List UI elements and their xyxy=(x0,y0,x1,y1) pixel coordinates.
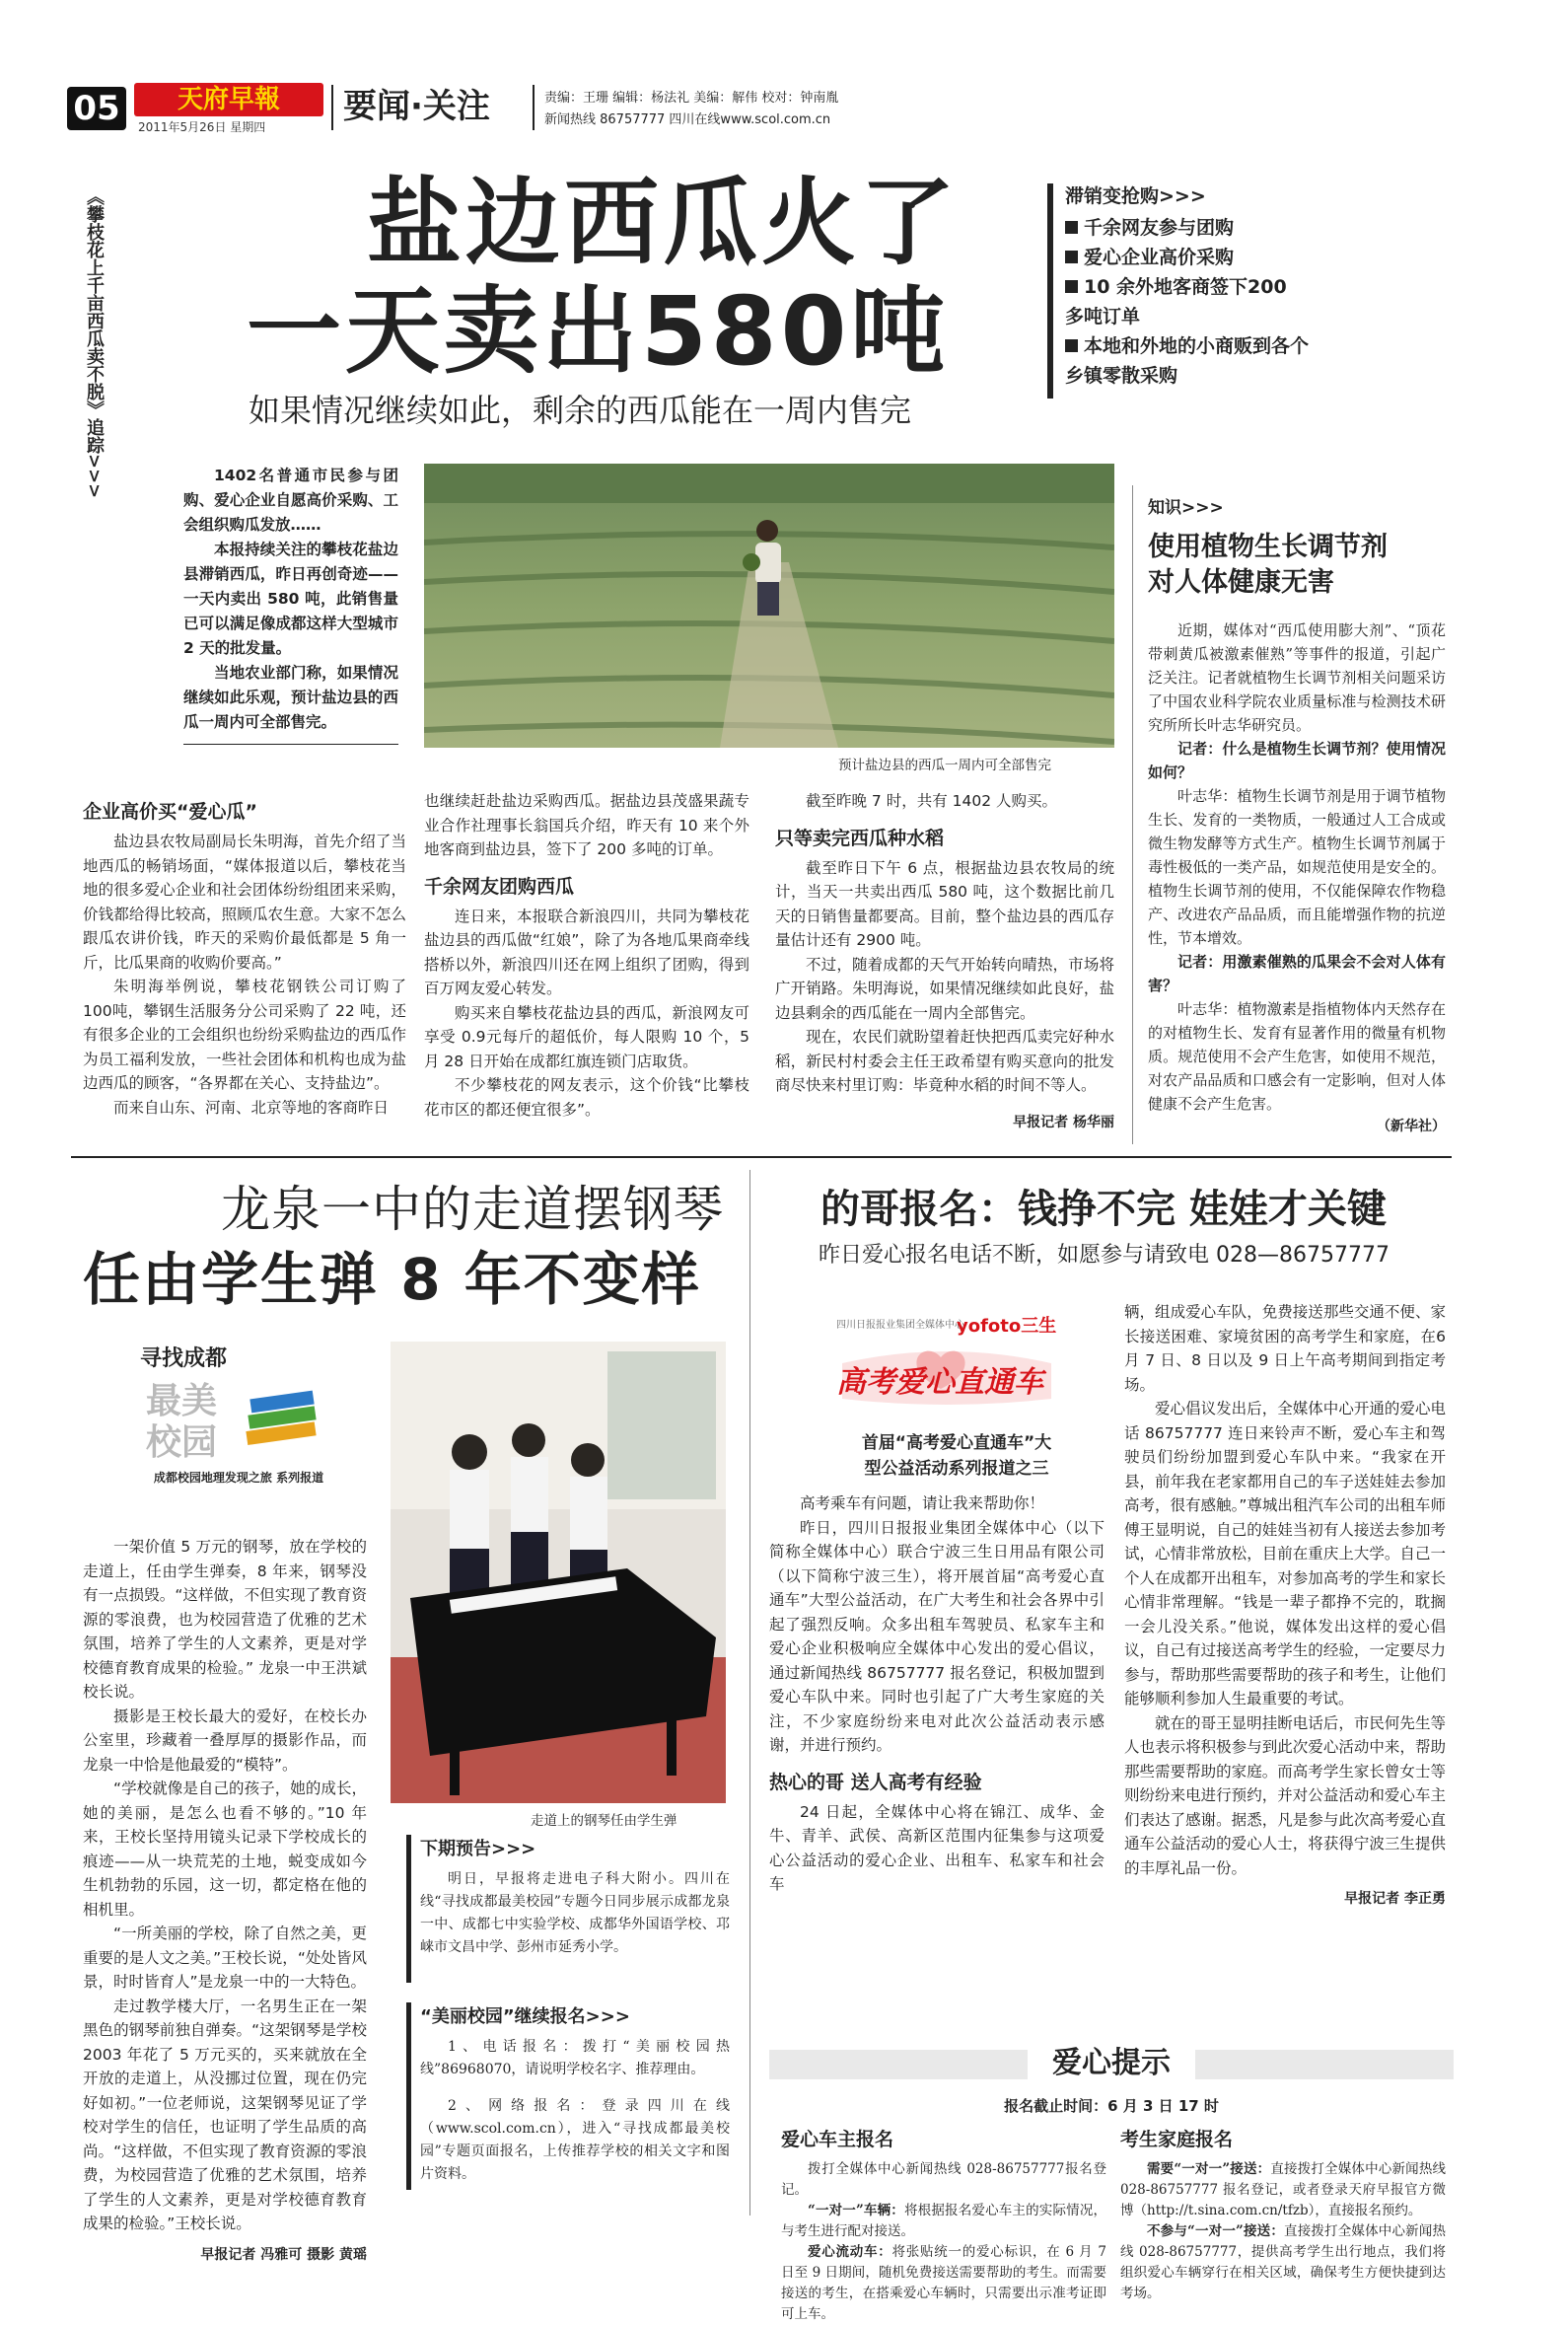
body-paragraph: 不少攀枝花的网友表示，这个价钱“比攀枝花市区的都还便宜很多”。 xyxy=(424,1076,749,1119)
notice-text xyxy=(1120,2159,1446,2221)
signup-box xyxy=(406,2002,732,2190)
notice-label: 不参与“一对一”接送： xyxy=(1147,2223,1285,2239)
body-paragraph: 也继续赶赴盐边采购西瓜。据盐边县茂盛果蔬专业合作社理事长翁国兵介绍，昨天有 10 来个外地客商到盐边县，签下了 200 多吨的订单。 xyxy=(424,792,749,858)
notice-text xyxy=(1120,2221,1446,2304)
body-paragraph: 高考乘车有问题，请让我来帮助你！ xyxy=(800,1494,1045,1512)
body-paragraph: “一所美丽的学校，除了自然之美，更重要的是人文之美。”王校长说，“处处皆风景，时时皆育人”是龙泉一中的一大特色。 xyxy=(83,1925,367,1991)
summary-item: 本地和外地的小商贩到各个乡镇零散采购 xyxy=(1065,335,1310,387)
notice-label: 需要“一对一”接送： xyxy=(1147,2161,1271,2177)
knowledge-title-2: 对人体健康无害 xyxy=(1148,567,1334,598)
logo-caption: 成都校园地理发现之旅 系列报道 xyxy=(153,1471,324,1485)
subheading: 热心的哥 送人高考有经验 xyxy=(769,1771,982,1793)
story3-col-left xyxy=(769,1491,1105,1897)
body-paragraph: 朱明海举例说，攀枝花钢铁公司订购了 100吨，攀钢生活服务分公司采购了 22 吨，还有很多企业的工会组织也纷纷采购盐边的西瓜作为员工福利发放，一些社会团体和机构也成为盐边西瓜的顾客，“各界都在关心、支持盐边”。 xyxy=(83,978,406,1092)
body-paragraph: 辆，组成爱心车队，免费接送那些交通不便、家长接送困难、家境贫困的高考学生和家庭，在6 月 7 日、8 日以及 9 日上午高考期间到指定考场。 xyxy=(1124,1303,1446,1394)
knowledge-question: 记者：用激素催熟的瓜果会不会对人体有害？ xyxy=(1148,953,1446,994)
next-issue-title: 下期预告>>> xyxy=(420,1839,536,1859)
notice-label: “一对一”车辆： xyxy=(808,2203,904,2218)
knowledge-divider xyxy=(1132,485,1133,1144)
logo-brand: yofoto三生 xyxy=(957,1316,1057,1337)
signup-item: 2、网络报名：登录四川在线（www.scol.com.cn），进入“寻找成都最美校园”专题页面报名，上传推荐学校的相关文字和图片资料。 xyxy=(420,2098,730,2182)
body-paragraph: 不过，随着成都的天气开始转向晴热，市场将广开销路。朱明海说，如果情况继续如此良好，盐边县剩余的西瓜能在一周内全部售完。 xyxy=(775,955,1114,1022)
body-paragraph: 而来自山东、河南、北京等地的客商昨日 xyxy=(113,1098,390,1117)
story1-col2 xyxy=(424,789,749,1122)
notice-text: 拨打全媒体中心新闻热线 028-86757777报名登记。 xyxy=(781,2161,1106,2198)
signup-item: 1、电话报名：拨打“美丽校园热线”86968070，请说明学校名字、推荐理由。 xyxy=(420,2039,730,2077)
piano-photo xyxy=(391,1342,726,1803)
field-image xyxy=(424,464,1114,748)
logo-small-text: 寻找成都 xyxy=(140,1346,228,1371)
story3-headline: 的哥报名：钱挣不完 娃娃才关键 xyxy=(820,1187,1387,1232)
body-paragraph: 截至昨日下午 6 点，根据盐边县农牧局的统计，当天一共卖出西瓜 580 吨，这个数据比前几天的日销售量都要高。目前，整个盐边县的西瓜存量估计还有 2900 吨。 xyxy=(775,858,1114,949)
photo-caption: 走道上的钢琴任由学生弹 xyxy=(531,1813,677,1829)
byline: 早报记者 冯雅可 摄影 黄瑶 xyxy=(200,2246,367,2263)
notice-text xyxy=(781,2242,1106,2325)
lead-paragraph: 本报持续关注的攀枝花盐边县滞销西瓜，昨日再创奇迹——一天内卖出 580 吨，此销售量已可以满足像成都这样大型城市 2 天的批发量。 xyxy=(183,541,398,657)
story2-text xyxy=(83,1535,367,2264)
knowledge-source: （新华社） xyxy=(1377,1119,1446,1134)
section-title: 要闻·关注 xyxy=(343,87,490,126)
headline-subhead: 如果情况继续如此，剩余的西瓜能在一周内售完 xyxy=(249,392,912,429)
knowledge-intro: 近期，媒体对“西瓜使用膨大剂”、“顶花带刺黄瓜被激素催熟”等事件的报道，引起广泛关注。记者就植物生长调节剂相关问题采访了中国农业科学院农业质量标准与检测技术研究所所长叶志华研究员。 xyxy=(1148,621,1446,734)
notice-value: 将张贴统一的爱心标识，在 6 月 7 日至 9 日期间，随机免费接送需要帮助的考生。而需要接送的考生，在搭乘爱心车辆时，只需要出示准考证即可上车。 xyxy=(781,2244,1106,2322)
knowledge-question: 记者：什么是植物生长调节剂？使用情况如何？ xyxy=(1148,740,1446,781)
lead-paragraph: 当地农业部门称，如果情况继续如此乐观，预计盐边县的西瓜一周内可全部售完。 xyxy=(183,664,398,731)
story3-subhead: 昨日爱心报名电话不断，如愿参与请致电 028—86757777 xyxy=(819,1243,1390,1268)
logo-org: 四川日报报业集团全媒体中心 xyxy=(836,1320,964,1331)
notice-value: 将根据报名爱心车主的实际情况，与考生进行配对接送。 xyxy=(781,2203,1107,2239)
campus-series-logo xyxy=(136,1342,343,1519)
body-paragraph: 连日来，本报联合新浪四川，共同为攀枝花盐边县的西瓜做“红娘”，除了为各地瓜果商牵线搭桥以外，新浪四川还在网上组织了团购，得到百万网友爱心转发。 xyxy=(424,907,749,997)
paper-logo: 天府早報 xyxy=(134,83,323,116)
body-paragraph: 爱心倡议发出后，全媒体中心开通的爱心电话 86757777 连日来铃声不断，爱心车主和驾驶员们纷纷加盟到爱心车队中来。“我家在开县，前年我在老家都用自己的车子送娃娃去参加高考，很有感触。”尊城出租汽车公司的出租车师傅王显明说，自己的娃娃当初有人接送去参加考试，心情非常放松，目前在重庆上大学。自己一个人在成都开出租车，对参加高考的学生和家长心情非常理解。“钱是一辈子都挣不完的，耽搁一会儿没关系。”他说，媒体发出这样的爱心倡议，自己有过接送高考学生的经验，一定要尽力参与，帮助那些需要帮助的孩子和考生，让他们能够顺利参加人生最重要的考试。 xyxy=(1124,1400,1446,1707)
knowledge-title-1: 使用植物生长调节剂 xyxy=(1148,532,1388,562)
news-hotline: 新闻热线 86757777 四川在线www.scol.com.cn xyxy=(544,112,831,127)
body-paragraph: 昨日，四川日报报业集团全媒体中心（以下简称全媒体中心）联合宁波三生日用品有限公司（以下简称宁波三生），将开展首届“高考爱心直通车”大型公益活动，在广大考生和社会各界中引起了强烈反响。众多出租车驾驶员、私家车主和爱心企业积极响应全媒体中心发出的爱心倡议，通过新闻热线 86757777 报名登记，积极加盟到爱心车队中来。同时也引起了广大考生家庭的关注，不少家庭纷纷来电对此次公益活动表示感谢，并进行预约。 xyxy=(769,1518,1105,1754)
notice-deadline: 报名截止时间：6 月 3 日 17 时 xyxy=(1004,2097,1219,2115)
header-divider xyxy=(331,85,333,130)
body-paragraph: 现在，农民们就盼望着赶快把西瓜卖完好种水稻，新民村村委会主任王政希望有购买意向的批发商尽快来村里订购：毕竟种水稻的时间不等人。 xyxy=(775,1028,1114,1094)
love-bus-logo xyxy=(809,1304,1075,1415)
story1-col1 xyxy=(83,797,406,1120)
watermelon-field-photo xyxy=(424,464,1114,748)
summary-box-accent xyxy=(1047,183,1053,399)
notice-text xyxy=(781,2201,1106,2242)
story2-headline-1: 龙泉一中的走道摆钢琴 xyxy=(221,1181,724,1238)
knowledge-panel xyxy=(1148,493,1446,1135)
header-divider xyxy=(533,85,535,130)
knowledge-label: 知识>>> xyxy=(1148,498,1224,518)
staff-credits: 责编：王珊 编辑：杨法礼 美编：解伟 校对：钟南胤 xyxy=(544,91,839,106)
story1-col3 xyxy=(775,789,1114,1131)
summary-box-title: 滞销变抢购>>> xyxy=(1065,185,1206,207)
notice-left xyxy=(781,2125,1106,2325)
story2-headline-2: 任由学生弹 8 年不变样 xyxy=(83,1246,701,1313)
logo-title: 高考爱心直通车 xyxy=(836,1365,1043,1400)
body-paragraph: “学校就像是自己的孩子，她的成长，她的美丽，是怎么也看不够的。”10 年来，王校长坚持用镜头记录下学校成长的痕迹——从一块荒芜的土地，蜕变成如今生机勃勃的乐园，这一切，都定格在他的相机里。 xyxy=(83,1780,367,1919)
photo-caption: 预计盐边县的西瓜一周内可全部售完 xyxy=(838,758,1051,773)
body-paragraph: 盐边县农牧局副局长朱明海，首先介绍了当地西瓜的畅销场面，“媒体报道以后，攀枝花当地的很多爱心企业和社会团体纷纷组团来采购，价钱都给得比较高，照顾瓜农生意。大家不怎么跟瓜农讲价钱，昨天的采购价最低都是 5 角一斤，比瓜果商的收购价要高。” xyxy=(83,833,406,972)
series-line: 首届“高考爱心直通车”大 xyxy=(861,1433,1052,1453)
notice-box xyxy=(769,2042,1454,2322)
logo-big-text: 校园 xyxy=(146,1422,218,1463)
body-paragraph: 走过教学楼大厅，一名男生正在一架黑色的钢琴前独自弹奏。“这架钢琴是学校 2003 年花了 5 万元买的，买来就放在全开放的走道上，从没挪过位置，现在仍完好如初。”一位老师说，这架钢琴见证了学校对学生的信任，也证明了学生品质的高尚。“这样做，不但实现了教育资源的零浪费，为校园营造了优雅的艺术氛围，培养了学生的人文素养，更是对学校德育教育成果的检验。”王校长说。 xyxy=(83,1997,367,2232)
body-paragraph: 一架价值 5 万元的钢琴，放在学校的走道上，任由学生弹奏，8 年来，钢琴没有一点损毁。“这样做，不但实现了教育资源的零浪费，也为校园营造了优雅的艺术氛围，培养了学生的人文素养，更是对学校德育教育成果的检验。” 龙泉一中王洪斌校长说。 xyxy=(83,1538,367,1701)
byline: 早报记者 杨华丽 xyxy=(1013,1114,1114,1130)
piano-image xyxy=(391,1342,726,1803)
knowledge-answer: 叶志华：植物生长调节剂是用于调节植物生长、发育的一类物质，一般通过人工合成或微生物发酵等方式生产。植物生长调节剂属于毒性极低的一类产品，如规范使用是安全的。植物生长调节剂的使用，不仅能保障农作物稳产、改进农产品品质，而且能增强作物的抗逆性，节本增效。 xyxy=(1148,787,1446,947)
notice-label: 爱心流动车： xyxy=(808,2244,892,2260)
issue-date: 2011年5月26日 星期四 xyxy=(138,120,266,134)
followup-label: 《攀枝花上千亩西瓜卖不脱》追踪>>> xyxy=(84,187,105,499)
summary-item: 10 余外地客商签下200 多吨订单 xyxy=(1065,276,1287,327)
column-divider xyxy=(749,1170,750,2216)
headline-line-1: 盐边西瓜火了 xyxy=(367,168,959,278)
body-paragraph: 摄影是王校长最大的爱好，在校长办公室里，珍藏着一叠厚厚的摄影作品，而龙泉一中恰是他最爱的“模特”。 xyxy=(83,1707,367,1774)
section-divider xyxy=(71,1156,1452,1158)
box-accent xyxy=(406,1835,411,1983)
body-paragraph: 截至昨晚 7 时，共有 1402 人购买。 xyxy=(806,792,1058,810)
subheading: 企业高价买“爱心瓜” xyxy=(83,801,257,823)
page-header xyxy=(67,83,1507,134)
notice-value: 直接拨打全媒体中心新闻热线 028-86757777 报名登记，或者登录天府早报官方微博（http://t.sina.com.cn/tfzb），直接报名预约。 xyxy=(1120,2161,1447,2218)
lead-block xyxy=(183,464,398,735)
notice-title: 爱心提示 xyxy=(1028,2042,1195,2085)
summary-box xyxy=(1047,183,1323,404)
summary-item: 爱心企业高价采购 xyxy=(1065,243,1312,272)
body-paragraph: 就在的哥王显明挂断电话后，市民何先生等人也表示将积极参与到此次爱心活动中来，帮助那些需要帮助的家庭。而高考学生家长曾女士等则纷纷来电进行预约，并对公益活动和爱心车主们表达了感谢。据悉，凡是参与此次高考爱心直通车公益活动的爱心人士，将获得宁波三生提供的丰厚礼品一份。 xyxy=(1124,1713,1446,1877)
logo-big-text: 最美 xyxy=(146,1381,218,1421)
series-line: 型公益活动系列报道之三 xyxy=(864,1459,1049,1479)
summary-item: 千余网友参与团购 xyxy=(1065,213,1312,243)
notice-right xyxy=(1120,2125,1446,2304)
body-paragraph: 购买来自攀枝花盐边县的西瓜，新浪网友可享受 0.9元每斤的超低价，每人限购 10 个，5 月 28 日开始在成都红旗连锁门店取货。 xyxy=(424,1003,749,1070)
story3-col-right xyxy=(1124,1300,1446,1908)
notice-value: 直接拨打全媒体中心新闻热线 028-86757777，提供高考学生出行地点，我们将组织爱心车辆穿行在相关区域，确保考生方便快捷到达考场。 xyxy=(1120,2223,1446,2301)
notice-right-title: 考生家庭报名 xyxy=(1120,2129,1234,2150)
lead-paragraph: 1402名普通市民参与团购、爱心企业自愿高价采购、工会组织购瓜发放…… xyxy=(183,467,398,534)
summary-box-items xyxy=(1065,213,1312,391)
series-label xyxy=(809,1430,1105,1482)
lead-rule xyxy=(183,744,398,745)
next-issue-box xyxy=(406,1835,732,1983)
headline-line-2: 一天卖出580吨 xyxy=(247,276,950,387)
notice-left-title: 爱心车主报名 xyxy=(781,2129,894,2150)
subheading: 只等卖完西瓜种水稻 xyxy=(775,827,945,849)
body-paragraph: 24 日起，全媒体中心将在锦江、成华、金牛、青羊、武侯、高新区范围内征集参与这项爱心公益活动的爱心企业、出租车、私家车和社会车 xyxy=(769,1802,1105,1893)
page-number: 05 xyxy=(67,87,126,130)
books-icon xyxy=(243,1377,321,1456)
byline: 早报记者 李正勇 xyxy=(1344,1891,1446,1907)
knowledge-answer: 叶志华：植物激素是指植物体内天然存在的对植物生长、发育有显著作用的微量有机物质。规范使用不会产生危害，如使用不规范，对农产品品质和口感会有一定影响，但对人体健康不会产生危害。 xyxy=(1148,1000,1446,1113)
next-issue-text: 明日，早报将走进电子科大附小。四川在线“寻找成都最美校园”专题今日同步展示成都龙泉一中、成都七中实验学校、成都华外国语学校、邛崃市文昌中学、彭州市延秀小学。 xyxy=(420,1871,730,1955)
box-accent xyxy=(406,2002,411,2190)
signup-title: “美丽校园”继续报名>>> xyxy=(420,2006,630,2027)
subheading: 千余网友团购西瓜 xyxy=(424,875,575,898)
